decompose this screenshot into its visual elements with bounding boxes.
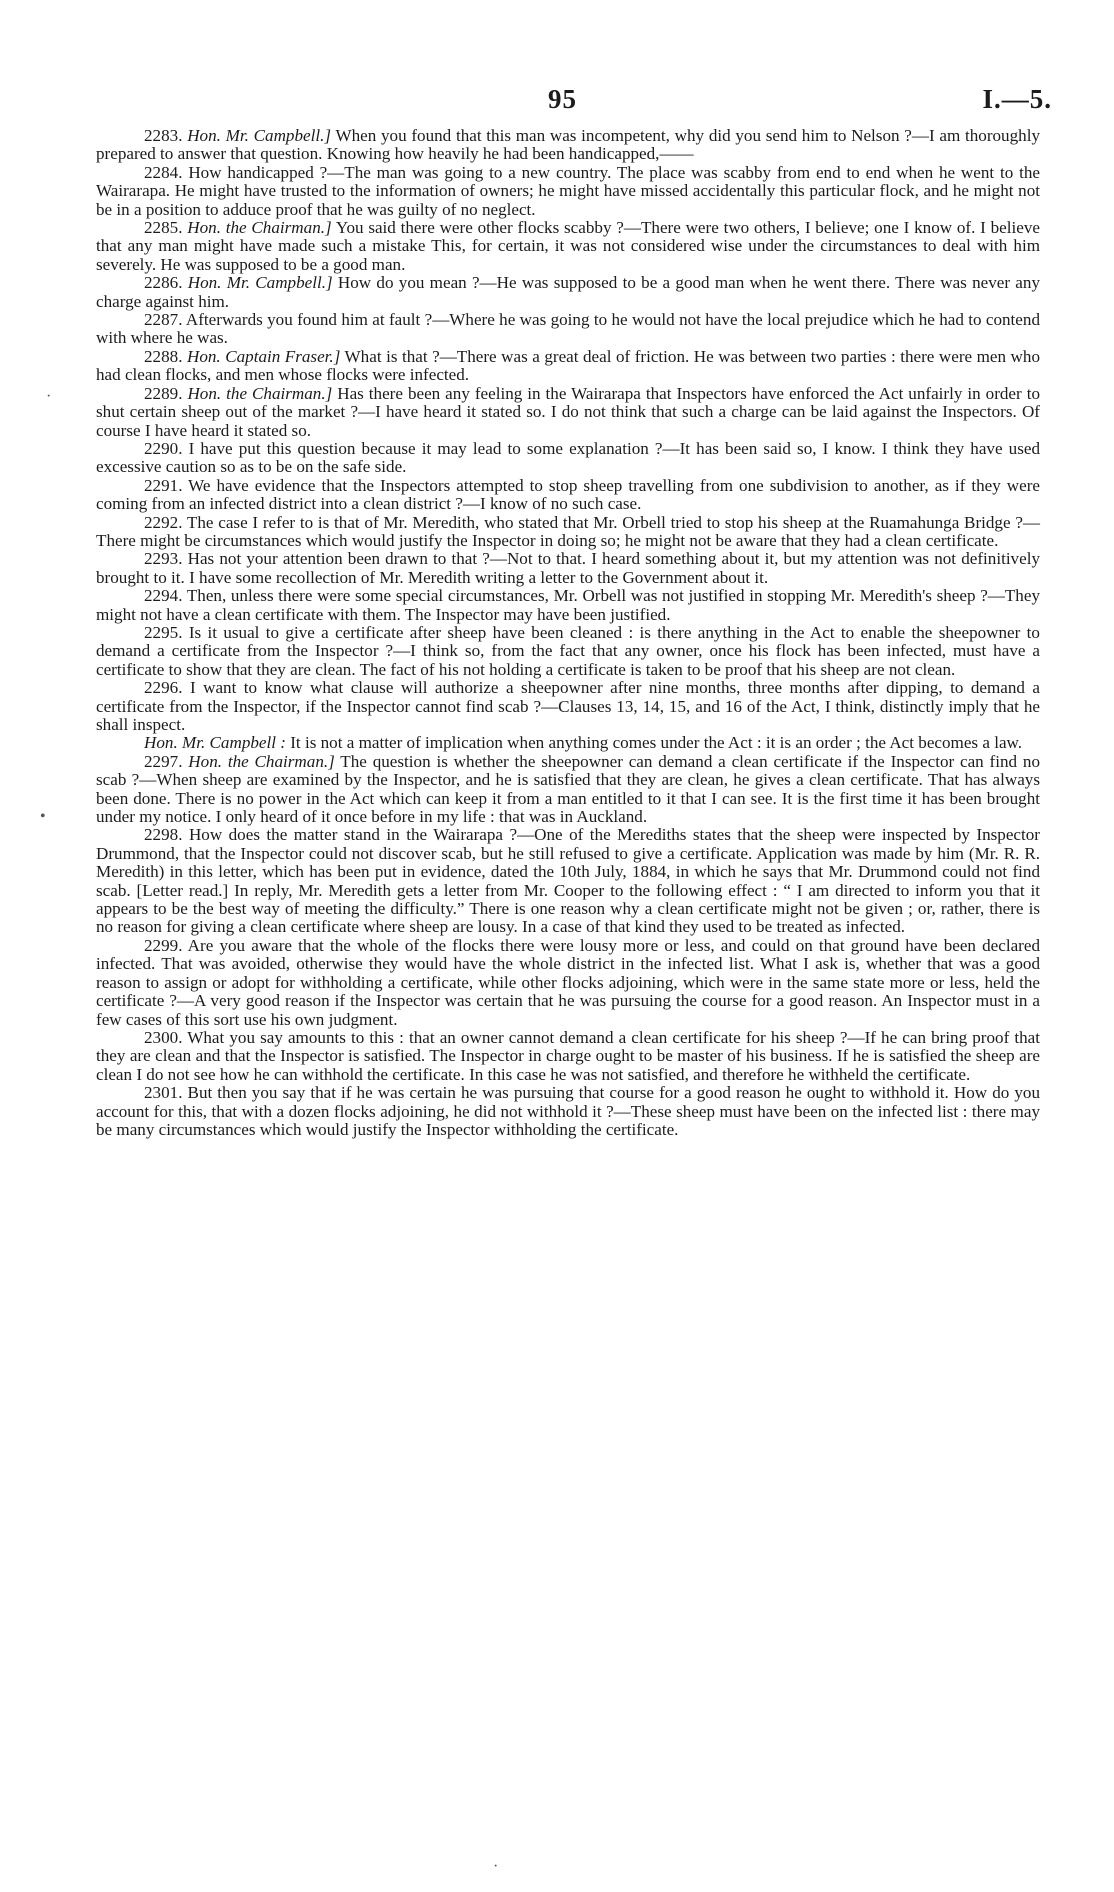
paragraph xyxy=(96,348,1040,385)
paragraph xyxy=(96,1084,1040,1139)
page-header xyxy=(0,84,1114,120)
paragraph xyxy=(96,514,1040,551)
paragraph xyxy=(96,440,1040,477)
paragraph-text: We have evidence that the Inspectors attempted to stop sheep travelling from one subdivision to another, as if they were coming from an infected district into a clean district ?—I know of no such case. xyxy=(96,475,1040,514)
speaker-label: Hon. Mr. Campbell.] xyxy=(187,126,332,145)
paragraph-text: The question is whether the sheepowner can demand a clean certificate if the Inspector can find no scab ?—When sheep are examined by the Inspector, and he is satisfied that they are clean, he gives a clean certificate. That has always been done. There is no power in the Act which can keep it from a man entitled to it that I can see. It is the first time it has been brought under my notice. I only heard of it once before in my life : that was in Auckland. xyxy=(96,751,1040,827)
page-number: 95 xyxy=(548,84,577,114)
paragraph-text: Has there been any feeling in the Wairarapa that Inspectors have enforced the Act unfairly in order to shut certain sheep out of the market ?—I have heard it stated so. I do not think that such a charge can be laid against the Inspectors. Of course I have heard it stated so. xyxy=(96,383,1040,440)
speaker-label: Hon. Mr. Campbell : xyxy=(144,733,286,753)
paragraph-text: But then you say that if he was certain he was pursuing that course for a good reason he ought to withhold it. How do you account for this, that with a dozen flocks adjoining, he did not withhold it ?—These sheep must have been on the infected list : there may be many circumstances which would justify the Inspector withholding the certificate. xyxy=(96,1083,1040,1139)
paragraph xyxy=(96,274,1040,311)
paragraph-text: You said there were other flocks scabby ?—There were two others, I believe; one I know of. I believe that any man might have made such a mistake This, for certain, it was not considered wise under the circumstances to deal with him severely. He was supposed to be a good man. xyxy=(96,218,1040,274)
paragraph xyxy=(96,753,1040,827)
paragraph xyxy=(96,937,1040,1029)
paragraph xyxy=(96,164,1040,219)
question-number: 2287. xyxy=(144,310,183,330)
speaker-label: Hon. Captain Fraser.] xyxy=(186,346,341,366)
question-number: 2294. xyxy=(144,586,183,606)
speaker-label: Hon. the Chairman.] xyxy=(188,751,335,771)
margin-mark: · xyxy=(493,1858,499,1875)
paragraph-text: Then, unless there were some special circumstances, Mr. Orbell was not justified in stopping Mr. Meredith's sheep ?—They might not have a clean certificate with them. The Inspector may have been justified. xyxy=(96,586,1040,624)
question-number: 2291. xyxy=(144,475,183,495)
speaker-label: Hon. Mr. Campbell.] xyxy=(187,273,333,293)
question-number: 2293. xyxy=(144,549,183,569)
paragraph xyxy=(96,624,1040,679)
paragraph xyxy=(96,219,1040,274)
paragraph xyxy=(96,734,1040,752)
question-number: 2283. xyxy=(144,126,183,145)
paragraph xyxy=(96,587,1040,624)
paragraph-text: What is that ?—There was a great deal of friction. He was between two parties : there were men who had clean flocks, and men whose flocks were infected. xyxy=(96,346,1040,385)
question-number: 2286. xyxy=(144,273,183,293)
paragraph xyxy=(96,477,1040,514)
paragraph-text: It is not a matter of implication when anything comes under the Act : it is an order ; the Act becomes a law. xyxy=(285,733,1023,753)
document-body xyxy=(96,127,1040,1139)
question-number: 2285. xyxy=(144,218,183,238)
paragraph xyxy=(96,311,1040,348)
margin-mark: • xyxy=(40,808,46,825)
question-number: 2301. xyxy=(144,1083,183,1103)
paragraph xyxy=(96,385,1040,440)
paragraph-text: How does the matter stand in the Wairarapa ?—One of the Merediths states that the sheep were inspected by Inspector Drummond, that the Inspector could not discover scab, but he still refused to give a certificate. Application was made by him (Mr. R. R. Meredith) in this letter, which has been put in evidence, dated the 10th July, 1884, in which he says that Mr. Drummond could not find scab. [Letter read.] In reply, Mr. Meredith gets a letter from Mr. Cooper to the following effect : “ I am directed to inform you that it appears to be the best way of meeting the difficulty.” There is one reason why a clean certificate might not be given ; or, rather, there is no reason for giving a clean certificate where sheep are lousy. In a case of that kind they used to be treated as infected. xyxy=(96,825,1041,937)
paragraph-text: Is it usual to give a certificate after sheep have been cleaned : is there anything in the Act to enable the sheepowner to demand a certificate from the Inspector ?—I think so, from the fact that any owner, once his flock has been infected, must have a certificate to show that they are clean. The fact of his not holding a certificate is taken to be proof that his sheep are not clean. xyxy=(96,622,1040,679)
paragraph-text: Are you aware that the whole of the flocks there were lousy more or less, and could on that ground have been declared infected. That was avoided, otherwise they would have the whole district in the infected list. What I ask is, whether that was a good reason to assign or adopt for withholding a certificate, while other flocks adjoining, which were in the same state more or less, held the certificate ?—A very good reason if the Inspector was certain that he was pursuing the course for a good reason. An Inspector must in a few cases of this sort use his own judgment. xyxy=(96,935,1040,1029)
paragraph-text: Afterwards you found him at fault ?—Where he was going to he would not have the local prejudice which he had to contend with where he was. xyxy=(96,310,1040,348)
question-number: 2298. xyxy=(144,825,183,845)
speaker-label: Hon. the Chairman.] xyxy=(187,383,333,403)
question-number: 2296. xyxy=(144,678,183,698)
paragraph-text: When you found that this man was incompetent, why did you send him to Nelson ?—I am thoroughly prepared to answer that question. Knowing how heavily he had been handicapped,—— xyxy=(96,126,1040,164)
question-number: 2288. xyxy=(144,346,183,366)
paragraph-text: How do you mean ?—He was supposed to be a good man when he went there. There was never any charge against him. xyxy=(96,273,1040,311)
question-number: 2292. xyxy=(144,512,183,532)
question-number: 2289. xyxy=(144,383,183,403)
paragraph-text: What you say amounts to this : that an owner cannot demand a clean certificate for his sheep ?—If he can bring proof that they are clean and that the Inspector is satisfied. The Inspector in charge ought to be master of his business. If he is satisfied the sheep are clean I do not see how he can withhold the certificate. In this case he was not satisfied, and therefore he withheld the certificate. xyxy=(96,1027,1040,1084)
paragraph-text: How handicapped ?—The man was going to a new country. The place was scabby from end to end when he went to the Wairarapa. He might have trusted to the information of owners; he might have missed accidentally this particular flock, and he might not be in a position to adduce proof that he was guilty of no neglect. xyxy=(96,162,1041,219)
paragraph-text: I have put this question because it may lead to some explanation ?—It has been said so, I know. I think they have used excessive caution so as to be on the safe side. xyxy=(96,438,1040,477)
paper-reference: I.—5. xyxy=(982,84,1052,114)
margin-mark: · xyxy=(46,388,52,405)
question-number: 2297. xyxy=(144,751,183,771)
question-number: 2284. xyxy=(144,162,183,182)
paragraph xyxy=(96,1029,1040,1084)
paragraph-text: Has not your attention been drawn to that ?—Not to that. I heard something about it, but my attention was not definitively brought to it. I have some recollection of Mr. Meredith writing a letter to the Government about it. xyxy=(96,549,1040,587)
paragraph-text: I want to know what clause will authorize a sheepowner after nine months, three months after dipping, to demand a certificate from the Inspector, if the Inspector cannot find scab ?—Clauses 13, 14, 15, and 16 of the Act, I think, distinctly imply that he shall inspect. xyxy=(96,678,1040,734)
question-number: 2299. xyxy=(144,935,183,955)
speaker-label: Hon. the Chairman.] xyxy=(187,218,332,238)
paragraph xyxy=(96,679,1040,734)
paragraph-text: The case I refer to is that of Mr. Meredith, who stated that Mr. Orbell tried to stop his sheep at the Ruamahunga Bridge ?—There might be circumstances which would justify the Inspector in doing so; he might not be aware that they had a clean certificate. xyxy=(96,512,1041,550)
paragraph xyxy=(96,550,1040,587)
paragraph xyxy=(96,127,1040,164)
question-number: 2290. xyxy=(144,438,183,458)
paragraph xyxy=(96,826,1040,936)
question-number: 2300. xyxy=(144,1027,183,1047)
question-number: 2295. xyxy=(144,622,183,642)
